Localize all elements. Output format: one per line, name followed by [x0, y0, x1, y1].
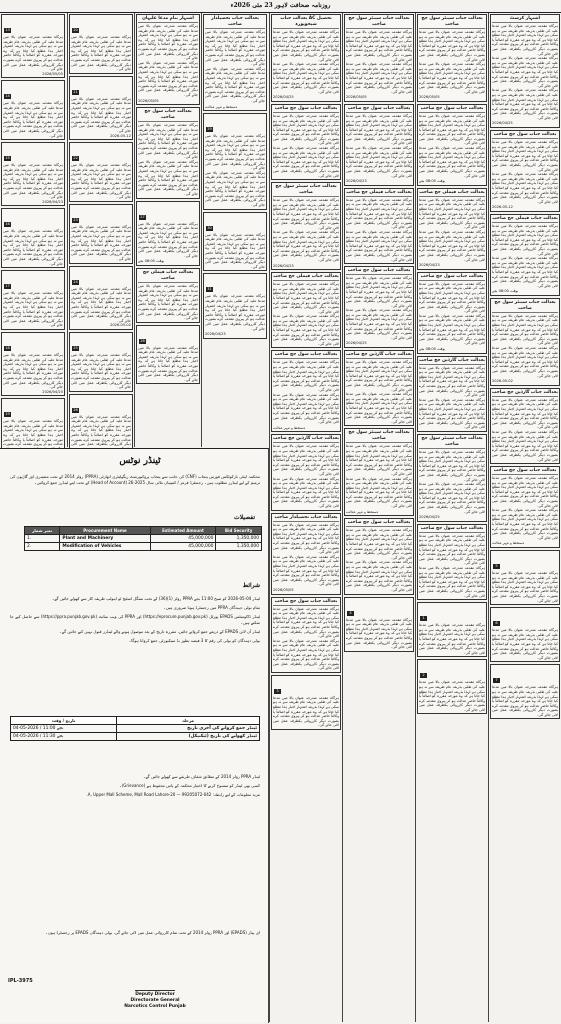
court-notice: بعدالت جناب فیملی جج صاحب ہرگاہ مقدمہ مندرجہ عنوان بالا میں مدعا علیہ کی طلبی بذریعہ عام طریقہ سے نہ ہو سکی ہے لہذا بذریعہ اشتہار اخبار ہذا مطلع کیا جاتا ہے کہ وہ مورخہ مقررہ کو اصالتاً یا وکالتاً حاضر عدالت ہو کر پیروی مقدمہ کرے بصورت دیگر کارروائی یکطرفہ عمل میں لائی جائے گی۔ ہرگاہ مقدمہ مندرجہ عنوان بالا میں مدعا علیہ کی طلبی بذریعہ عام طریقہ سے نہ ہو سکی ہے لہذا بذریعہ اشتہار اخبار ہذا مطلع کیا جاتا ہے کہ وہ مورخہ مقررہ کو اصالتاً یا وکالتاً حاضر عدالت ہو کر پیروی مقدمہ کرے بصورت دیگر کارروائی یکطرفہ عمل میں لائی جائے گی۔ بوقت 08:00 بجے — [490, 214, 560, 296]
signature-scribble-icon — [135, 982, 175, 991]
small-ad: 22 ہرگاہ مقدمہ مندرجہ عنوان بالا میں مدعا علیہ کی طلبی بذریعہ عام طریقہ سے نہ ہو سکی ہے لہذا بذریعہ اشتہار اخبار ہذا مطلع کیا جاتا ہے کہ وہ مورخہ مقررہ کو اصالتاً یا وکالتاً حاضر عدالت ہو کر پیروی مقدمہ کرے بصورت دیگر کارروائی یکطرفہ عمل میں لائی جائے گی۔ — [69, 142, 133, 202]
small-ad: 21 ہرگاہ مقدمہ مندرجہ عنوان بالا میں مدعا علیہ کی طلبی بذریعہ عام طریقہ سے نہ ہو سکی ہے لہذا بذریعہ اشتہار اخبار ہذا مطلع کیا جاتا ہے کہ وہ مورخہ مقررہ کو اصالتاً یا وکالتاً حاضر عدالت ہو کر پیروی مقدمہ کرے بصورت دیگر کارروائی یکطرفہ عمل میں لائی جائے گی۔ 2026-05-12 — [69, 76, 133, 140]
court-notice: بعدالت جناب فیملی جج صاحب ہرگاہ مقدمہ مندرجہ عنوان بالا میں مدعا علیہ کی طلبی بذریعہ عام طریقہ سے نہ ہو سکی ہے لہذا بذریعہ اشتہار اخبار ہذا مطلع کیا جاتا ہے کہ وہ مورخہ مقررہ کو اصالتاً یا وکالتاً حاضر عدالت ہو کر پیروی مقدمہ کرے بصورت دیگر کارروائی یکطرفہ عمل میں لائی جائے گی۔ ہرگاہ مقدمہ مندرجہ عنوان بالا میں مدعا علیہ کی طلبی بذریعہ عام طریقہ سے نہ ہو سکی ہے لہذا بذریعہ اشتہار اخبار ہذا مطلع کیا جاتا ہے کہ وہ مورخہ مقررہ کو اصالتاً یا وکالتاً حاضر عدالت ہو کر پیروی مقدمہ کرے بصورت دیگر کارروائی یکطرفہ عمل میں لائی جائے گی۔ 2026/04/23 — [417, 188, 487, 270]
tender-intro: محکمہ اینٹی نارکوٹکس فورس پنجاب (CNF) کی جانب سے پنجاب پروکیورمنٹ ریگولیٹری اتھارٹی (PPRA) رولز 2014 کے تحت مشینری اور گاڑیوں کی ترمیم کے لیے ٹینڈرز مطلوب ہیں۔ رجسٹرڈ فرمز / کمپنیاں مالی سال 2025-26 (Head of Account) کے تحت اپنے ٹینڈرز جمع کروائیں۔ — [10, 474, 260, 485]
small-ad: 25 ہرگاہ مقدمہ مندرجہ عنوان بالا میں مدعا علیہ کی طلبی بذریعہ عام طریقہ سے نہ ہو سکی ہے لہذا بذریعہ اشتہار اخبار ہذا مطلع کیا جاتا ہے کہ وہ مورخہ مقررہ کو اصالتاً یا وکالتاً حاضر عدالت ہو کر پیروی مقدمہ کرے بصورت دیگر کارروائی یکطرفہ عمل میں لائی جائے گی۔ — [69, 332, 133, 392]
condition-item: ٹینڈر ڈاکومنٹس EPADS پورٹل (https://eprocure.punjab.gov.pk) اور PPRA کی ویب سائٹ (https://ppra.punjab.gov.pk) سے حاصل کیے جا سکتے ہیں۔ — [10, 614, 261, 625]
condition-item: بولی دہندگان کو بولی کی رقم کا 3 فیصد بطور بڈ سیکیورٹی جمع کروانا ہوگا۔ — [128, 638, 260, 643]
court-notice: بعدالت جناب AC تحصیل شیخوپورہ ہرگاہ مقدمہ مندرجہ عنوان بالا میں مدعا علیہ کی طلبی بذریعہ عام طریقہ سے نہ ہو سکی ہے لہذا بذریعہ اشتہار اخبار ہذا مطلع کیا جاتا ہے کہ وہ مورخہ مقررہ کو اصالتاً یا وکالتاً حاضر عدالت ہو کر پیروی مقدمہ کرے بصورت دیگر کارروائی یکطرفہ عمل میں لائی جائے گی۔ ہرگاہ مقدمہ مندرجہ عنوان بالا میں مدعا علیہ کی طلبی بذریعہ عام طریقہ سے نہ ہو سکی ہے لہذا بذریعہ اشتہار اخبار ہذا مطلع کیا جاتا ہے کہ وہ مورخہ مقررہ کو اصالتاً یا وکالتاً حاضر عدالت ہو کر پیروی مقدمہ کرے بصورت دیگر کارروائی یکطرفہ عمل میں لائی جائے گی۔ 2026/04/25 — [271, 14, 341, 102]
court-notice: 4 ہرگاہ مقدمہ مندرجہ عنوان بالا میں مدعا علیہ کی طلبی بذریعہ عام طریقہ سے نہ ہو سکی ہے لہذا بذریعہ اشتہار اخبار ہذا مطلع کیا جاتا ہے کہ وہ مورخہ مقررہ کو اصالتاً یا وکالتاً حاضر عدالت ہو کر پیروی مقدمہ کرے بصورت دیگر کارروائی یکطرفہ عمل میں لائی جائے گی۔ — [344, 597, 414, 652]
column-8 — [488, 13, 561, 1022]
details-label: تفصیلات — [234, 514, 255, 521]
footer-note: ای پیڈز (EPADS) اور PPRA رولز 2014 کے تحت تمام کارروائی عمل میں لائی جائے گی، بولی دہندگان EPADS پر رجسٹرڈ ہوں۔ — [45, 930, 260, 935]
court-notice: بعدالت جناب گارڈین جج صاحب ہرگاہ مقدمہ مندرجہ عنوان بالا میں مدعا علیہ کی طلبی بذریعہ عام طریقہ سے نہ ہو سکی ہے لہذا بذریعہ اشتہار اخبار ہذا مطلع کیا جاتا ہے کہ وہ مورخہ مقررہ کو اصالتاً یا وکالتاً حاضر عدالت ہو کر پیروی مقدمہ کرے بصورت دیگر کارروائی یکطرفہ عمل میں لائی جائے گی۔ ہرگاہ مقدمہ مندرجہ عنوان بالا میں مدعا علیہ کی طلبی بذریعہ عام طریقہ سے نہ ہو سکی ہے لہذا بذریعہ اشتہار اخبار ہذا مطلع کیا جاتا ہے کہ وہ مورخہ مقررہ کو اصالتاً یا وکالتاً حاضر عدالت ہو کر پیروی مقدمہ کرے بصورت دیگر کارروائی یکطرفہ عمل میں لائی جائے گی۔ — [344, 350, 414, 426]
table-header: نمبر شمار — [25, 527, 60, 535]
court-notice: بعدالت جناب گارڈین جج صاحب ہرگاہ مقدمہ مندرجہ عنوان بالا میں مدعا علیہ کی طلبی بذریعہ عام طریقہ سے نہ ہو سکی ہے لہذا بذریعہ اشتہار اخبار ہذا مطلع کیا جاتا ہے کہ وہ مورخہ مقررہ کو اصالتاً یا وکالتاً حاضر عدالت ہو کر پیروی مقدمہ کرے بصورت دیگر کارروائی یکطرفہ عمل میں لائی جائے گی۔ ہرگاہ مقدمہ مندرجہ عنوان بالا میں مدعا علیہ کی طلبی بذریعہ عام طریقہ سے نہ ہو سکی ہے لہذا بذریعہ اشتہار اخبار ہذا مطلع کیا جاتا ہے کہ وہ مورخہ مقررہ کو اصالتاً یا وکالتاً حاضر عدالت ہو کر پیروی مقدمہ کرے بصورت دیگر کارروائی یکطرفہ عمل میں لائی جائے گی۔ — [271, 434, 341, 510]
court-notice: بعدالت جناب تحصیلدار صاحب ہرگاہ مقدمہ مندرجہ عنوان بالا میں مدعا علیہ کی طلبی بذریعہ عام طریقہ سے نہ ہو سکی ہے لہذا بذریعہ اشتہار اخبار ہذا مطلع کیا جاتا ہے کہ وہ مورخہ مقررہ کو اصالتاً یا وکالتاً حاضر عدالت ہو کر پیروی مقدمہ کرے بصورت دیگر کارروائی یکطرفہ عمل میں لائی جائے گی۔ ہرگاہ مقدمہ مندرجہ عنوان بالا میں مدعا علیہ کی طلبی بذریعہ عام طریقہ سے نہ ہو سکی ہے لہذا بذریعہ اشتہار اخبار ہذا مطلع کیا جاتا ہے کہ وہ مورخہ مقررہ کو اصالتاً یا وکالتاً حاضر عدالت ہو کر پیروی مقدمہ کرے بصورت دیگر کارروائی یکطرفہ عمل میں لائی جائے گی۔ دستخط و مہر عدالت — [203, 14, 267, 111]
small-ad: 18 ہرگاہ مقدمہ مندرجہ عنوان بالا میں مدعا علیہ کی طلبی بذریعہ عام طریقہ سے نہ ہو سکی ہے لہذا بذریعہ اشتہار اخبار ہذا مطلع کیا جاتا ہے کہ وہ مورخہ مقررہ کو اصالتاً یا وکالتاً حاضر عدالت ہو کر پیروی مقدمہ کرے بصورت دیگر کارروائی یکطرفہ عمل میں لائی جائے گی۔ 2026/04/25 — [1, 332, 65, 396]
court-notice: بعدالت جناب سول جج صاحب ہرگاہ مقدمہ مندرجہ عنوان بالا میں مدعا علیہ کی طلبی بذریعہ عام طریقہ سے نہ ہو سکی ہے لہذا بذریعہ اشتہار اخبار ہذا مطلع کیا جاتا ہے کہ وہ مورخہ مقررہ کو اصالتاً یا وکالتاً حاضر عدالت ہو کر پیروی مقدمہ کرے بصورت دیگر کارروائی یکطرفہ عمل میں لائی جائے گی۔ ہرگاہ مقدمہ مندرجہ عنوان بالا میں مدعا علیہ کی طلبی بذریعہ عام طریقہ سے نہ ہو سکی ہے لہذا بذریعہ اشتہار اخبار ہذا مطلع کیا جاتا ہے کہ وہ مورخہ مقررہ کو اصالتاً یا وکالتاً حاضر عدالت ہو کر پیروی مقدمہ کرے بصورت دیگر کارروائی یکطرفہ عمل میں لائی جائے گی۔ دستخط و مہر عدالت — [271, 350, 341, 432]
table-row: 04-05-2026 / 11:30 بجے ٹینڈر کھولنے کی تاریخ (ٹیکنیکل) — [11, 733, 260, 741]
court-notice: بعدالت جناب سینئر سول جج صاحب ہرگاہ مقدمہ مندرجہ عنوان بالا میں مدعا علیہ کی طلبی بذریعہ عام طریقہ سے نہ ہو سکی ہے لہذا بذریعہ اشتہار اخبار ہذا مطلع کیا جاتا ہے کہ وہ مورخہ مقررہ کو اصالتاً یا وکالتاً حاضر عدالت ہو کر پیروی مقدمہ کرے بصورت دیگر کارروائی یکطرفہ عمل میں لائی جائے گی۔ ہرگاہ مقدمہ مندرجہ عنوان بالا میں مدعا علیہ کی طلبی بذریعہ عام طریقہ سے نہ ہو سکی ہے لہذا بذریعہ اشتہار اخبار ہذا مطلع کیا جاتا ہے کہ وہ مورخہ مقررہ کو اصالتاً یا وکالتاً حاضر عدالت ہو کر پیروی مقدمہ کرے بصورت دیگر کارروائی یکطرفہ عمل میں لائی جائے گی۔ 2026/04/23 — [271, 182, 341, 270]
court-notice: 29 ہرگاہ مقدمہ مندرجہ عنوان بالا میں مدعا علیہ کی طلبی بذریعہ عام طریقہ سے نہ ہو سکی ہے لہذا بذریعہ اشتہار اخبار ہذا مطلع کیا جاتا ہے کہ وہ مورخہ مقررہ کو اصالتاً یا وکالتاً حاضر عدالت ہو کر پیروی مقدمہ کرے بصورت دیگر کارروائی یکطرفہ عمل میں لائی جائے گی۔ ہرگاہ مقدمہ مندرجہ عنوان بالا میں مدعا علیہ کی طلبی بذریعہ عام طریقہ سے نہ ہو سکی ہے لہذا بذریعہ اشتہار اخبار ہذا مطلع کیا جاتا ہے کہ وہ مورخہ مقررہ کو اصالتاً یا وکالتاً حاضر عدالت ہو کر پیروی مقدمہ کرے بصورت دیگر کارروائی یکطرفہ عمل میں لائی جائے گی۔ — [203, 113, 267, 210]
table-header: Procurement Name — [60, 527, 150, 535]
column-5 — [269, 13, 342, 1022]
table-row: 1. Plant and Machinery 45,000,000 1,350,000 — [25, 535, 262, 543]
court-notice: بعدالت جناب تحصیلدار صاحب ہرگاہ مقدمہ مندرجہ عنوان بالا میں مدعا علیہ کی طلبی بذریعہ عام طریقہ سے نہ ہو سکی ہے لہذا بذریعہ اشتہار اخبار ہذا مطلع کیا جاتا ہے کہ وہ مورخہ مقررہ کو اصالتاً یا وکالتاً حاضر عدالت ہو کر پیروی مقدمہ کرے بصورت دیگر کارروائی یکطرفہ عمل میں لائی جائے گی۔ ہرگاہ مقدمہ مندرجہ عنوان بالا میں مدعا علیہ کی طلبی بذریعہ عام طریقہ سے نہ ہو سکی ہے لہذا بذریعہ اشتہار اخبار ہذا مطلع کیا جاتا ہے کہ وہ مورخہ مقررہ کو اصالتاً یا وکالتاً حاضر عدالت ہو کر پیروی مقدمہ کرے بصورت دیگر کارروائی یکطرفہ عمل میں لائی جائے گی۔ 2026/05/05 — [271, 513, 341, 595]
condition-item: کسی بھی ٹینڈر کو منسوخ کرنے کا اختیار محکمہ کے پاس محفوظ ہے (Grievance)۔ — [119, 783, 260, 788]
court-notice: بعدالت جناب سینئر سول جج صاحب ہرگاہ مقدمہ مندرجہ عنوان بالا میں مدعا علیہ کی طلبی بذریعہ عام طریقہ سے نہ ہو سکی ہے لہذا بذریعہ اشتہار اخبار ہذا مطلع کیا جاتا ہے کہ وہ مورخہ مقررہ کو اصالتاً یا وکالتاً حاضر عدالت ہو کر پیروی مقدمہ کرے بصورت دیگر کارروائی یکطرفہ عمل میں لائی جائے گی۔ ہرگاہ مقدمہ مندرجہ عنوان بالا میں مدعا علیہ کی طلبی بذریعہ عام طریقہ سے نہ ہو سکی ہے لہذا بذریعہ اشتہار اخبار ہذا مطلع کیا جاتا ہے کہ وہ مورخہ مقررہ کو اصالتاً یا وکالتاً حاضر عدالت ہو کر پیروی مقدمہ کرے بصورت دیگر کارروائی یکطرفہ عمل میں لائی جائے گی۔ 2026/05/05 — [417, 14, 487, 102]
condition-item: ٹینڈر PPRA رولز 2014 کے مطابق شفاف طریقے سے کھولے جائیں گے۔ — [143, 774, 260, 779]
small-ad: 19 ہرگاہ مقدمہ مندرجہ عنوان بالا میں مدعا علیہ کی طلبی بذریعہ عام طریقہ سے نہ ہو سکی ہے لہذا بذریعہ اشتہار اخبار ہذا مطلع کیا جاتا ہے کہ وہ مورخہ مقررہ کو اصالتاً یا وکالتاً حاضر عدالت ہو کر پیروی مقدمہ کرے بصورت — [1, 398, 65, 458]
court-notice: بعدالت جناب فیملی جج صاحب ہرگاہ مقدمہ مندرجہ عنوان بالا میں مدعا علیہ کی طلبی بذریعہ عام طریقہ سے نہ ہو سکی ہے لہذا بذریعہ اشتہار اخبار ہذا مطلع کیا جاتا ہے کہ وہ مورخہ مقررہ کو اصالتاً یا وکالتاً حاضر عدالت ہو کر پیروی مقدمہ کرے بصورت دیگر کارروائی یکطرفہ عمل میں لائی جائے گی۔ ہرگاہ مقدمہ مندرجہ عنوان بالا میں مدعا علیہ کی طلبی بذریعہ عام طریقہ سے نہ ہو سکی ہے لہذا بذریعہ اشتہار اخبار ہذا مطلع کیا جاتا ہے کہ وہ مورخہ مقررہ کو اصالتاً یا وکالتاً حاضر عدالت ہو کر پیروی مقدمہ کرے بصورت دیگر کارروائی یکطرفہ عمل میں لائی جائے گی۔ — [344, 188, 414, 264]
court-notice: 31 ہرگاہ مقدمہ مندرجہ عنوان بالا میں مدعا علیہ کی طلبی بذریعہ عام طریقہ سے نہ ہو سکی ہے لہذا بذریعہ اشتہار اخبار ہذا مطلع کیا جاتا ہے کہ وہ مورخہ مقررہ کو اصالتاً یا وکالتاً حاضر عدالت ہو کر پیروی مقدمہ کرے بصورت دیگر کارروائی یکطرفہ عمل میں لائی جائے گی۔ 2026/04/23 — [203, 273, 267, 338]
court-notice: بعدالت جناب گارڈین جج صاحب ہرگاہ مقدمہ مندرجہ عنوان بالا میں مدعا علیہ کی طلبی بذریعہ عام طریقہ سے نہ ہو سکی ہے لہذا بذریعہ اشتہار اخبار ہذا مطلع کیا جاتا ہے کہ وہ مورخہ مقررہ کو اصالتاً یا وکالتاً حاضر عدالت ہو کر پیروی مقدمہ کرے بصورت دیگر کارروائی یکطرفہ عمل میں لائی جائے گی۔ ہرگاہ مقدمہ مندرجہ عنوان بالا میں مدعا علیہ کی طلبی بذریعہ عام طریقہ سے نہ ہو سکی ہے لہذا بذریعہ اشتہار اخبار ہذا مطلع کیا جاتا ہے کہ وہ مورخہ مقررہ کو اصالتاً یا وکالتاً حاضر عدالت ہو کر پیروی مقدمہ کرے بصورت دیگر کارروائی یکطرفہ عمل میں لائی جائے گی۔ — [490, 388, 560, 464]
court-notice: 6 ہرگاہ مقدمہ مندرجہ عنوان بالا میں مدعا علیہ کی طلبی بذریعہ عام طریقہ سے نہ ہو سکی ہے لہذا بذریعہ اشتہار اخبار ہذا مطلع کیا جاتا ہے کہ وہ مورخہ مقررہ کو اصالتاً یا وکالتاً حاضر عدالت ہو کر پیروی مقدمہ کرے بصورت دیگر کارروائی یکطرفہ عمل میں لائی جائے گی۔ — [490, 607, 560, 662]
column-3 — [134, 13, 201, 447]
column-1 — [0, 13, 66, 447]
court-notice: بعدالت جناب سول جج صاحب ہرگاہ مقدمہ مندرجہ عنوان بالا میں مدعا علیہ کی طلبی بذریعہ عام طریقہ سے نہ ہو سکی ہے لہذا بذریعہ اشتہار اخبار ہذا مطلع کیا جاتا ہے کہ وہ مورخہ مقررہ کو اصالتاً یا وکالتاً حاضر عدالت ہو کر پیروی مقدمہ کرے بصورت دیگر کارروائی یکطرفہ عمل میں لائی جائے گی۔ ہرگاہ مقدمہ مندرجہ عنوان بالا میں مدعا علیہ کی طلبی بذریعہ عام طریقہ سے نہ ہو سکی ہے لہذا بذریعہ اشتہار اخبار ہذا مطلع کیا جاتا ہے کہ وہ مورخہ مقررہ کو اصالتاً یا وکالتاً حاضر عدالت ہو کر پیروی مقدمہ کرے بصورت دیگر کارروائی یکطرفہ عمل میں لائی جائے گی۔ — [271, 597, 341, 673]
small-ad: 23 ہرگاہ مقدمہ مندرجہ عنوان بالا میں مدعا علیہ کی طلبی بذریعہ عام طریقہ سے نہ ہو سکی ہے لہذا بذریعہ اشتہار اخبار ہذا مطلع کیا جاتا ہے کہ وہ مورخہ مقررہ کو اصالتاً یا وکالتاً حاضر عدالت ہو کر پیروی مقدمہ کرے بصورت دیگر کارروائی یکطرفہ عمل میں لائی جائے گی۔ — [69, 204, 133, 264]
conditions-label: شرائط — [242, 582, 260, 589]
tender-title: ٹینڈر نوٹس — [119, 456, 161, 466]
condition-item: مزید معلومات کے لیے رابطہ: 042-99205072 — 20-A, Upper Mall Scheme, Mall Road Lahore. — [86, 792, 260, 797]
table-header: Estimated Amount — [150, 527, 216, 535]
court-notice: بعدالت جناب سول جج صاحب ہرگاہ مقدمہ مندرجہ عنوان بالا میں مدعا علیہ کی طلبی بذریعہ عام طریقہ سے نہ ہو سکی ہے لہذا بذریعہ اشتہار اخبار ہذا مطلع کیا جاتا ہے کہ وہ مورخہ مقررہ کو اصالتاً یا وکالتاً حاضر عدالت ہو کر پیروی مقدمہ کرے بصورت دیگر کارروائی یکطرفہ عمل میں لائی جائے گی۔ ہرگاہ مقدمہ مندرجہ عنوان بالا میں مدعا علیہ کی طلبی بذریعہ عام طریقہ سے نہ ہو سکی ہے لہذا بذریعہ اشتہار اخبار ہذا مطلع کیا جاتا ہے کہ وہ مورخہ مقررہ کو اصالتاً یا وکالتاً حاضر عدالت ہو کر پیروی مقدمہ کرے بصورت دیگر کارروائی یکطرفہ عمل میں لائی جائے گی۔ بوقت 08:00 بجے — [417, 104, 487, 186]
court-notice: بعدالت جناب سول جج صاحب ہرگاہ مقدمہ مندرجہ عنوان بالا میں مدعا علیہ کی طلبی بذریعہ عام طریقہ سے نہ ہو سکی ہے لہذا بذریعہ اشتہار اخبار ہذا مطلع کیا جاتا ہے کہ وہ مورخہ مقررہ کو اصالتاً یا وکالتاً حاضر عدالت ہو کر پیروی مقدمہ کرے بصورت دیگر کارروائی یکطرفہ عمل میں لائی جائے گی۔ ہرگاہ مقدمہ مندرجہ عنوان بالا میں مدعا علیہ کی طلبی بذریعہ عام طریقہ سے نہ ہو سکی ہے لہذا بذریعہ اشتہار اخبار ہذا مطلع کیا جاتا ہے کہ وہ مورخہ مقررہ کو اصالتاً یا وکالتاً حاضر عدالت ہو کر پیروی مقدمہ کرے بصورت دیگر کارروائی یکطرفہ عمل میں لائی جائے گی۔ — [344, 518, 414, 594]
small-ad: 17 ہرگاہ مقدمہ مندرجہ عنوان بالا میں مدعا علیہ کی طلبی بذریعہ عام طریقہ سے نہ ہو سکی ہے لہذا بذریعہ اشتہار اخبار ہذا مطلع کیا جاتا ہے کہ وہ مورخہ مقررہ کو اصالتاً یا وکالتاً حاضر عدالت ہو کر پیروی مقدمہ کرے بصورت دیگر کارروائی یکطرفہ عمل میں لائی جائے گی۔ — [1, 270, 65, 330]
court-notice: 27 ہرگاہ مقدمہ مندرجہ عنوان بالا میں مدعا علیہ کی طلبی بذریعہ عام طریقہ سے نہ ہو سکی ہے لہذا بذریعہ اشتہار اخبار ہذا مطلع کیا جاتا ہے کہ وہ مورخہ مقررہ کو اصالتاً یا وکالتاً حاضر عدالت ہو کر پیروی مقدمہ کرے بصورت دیگر کارروائی یکطرفہ عمل میں لائی جائے گی۔ بوقت 08:00 بجے — [136, 201, 200, 266]
table-row: 04-05-2026 / 11:00 بجے ٹینڈر جمع کروانے کی آخری تاریخ — [11, 725, 260, 733]
table-row: 2. Modification of Vehicles 45,000,000 1,350,000 — [25, 543, 262, 551]
table-header: Bid Security — [216, 527, 262, 535]
court-notice: بعدالت جناب سول جج صاحب ہرگاہ مقدمہ مندرجہ عنوان بالا میں مدعا علیہ کی طلبی بذریعہ عام طریقہ سے نہ ہو سکی ہے لہذا بذریعہ اشتہار اخبار ہذا مطلع کیا جاتا ہے کہ وہ مورخہ مقررہ کو اصالتاً یا وکالتاً حاضر عدالت ہو کر پیروی مقدمہ کرے بصورت دیگر کارروائی یکطرفہ عمل میں لائی جائے گی۔ ہرگاہ مقدمہ مندرجہ عنوان بالا میں مدعا علیہ کی طلبی بذریعہ عام طریقہ سے نہ ہو سکی ہے لہذا بذریعہ اشتہار اخبار ہذا مطلع کیا جاتا ہے کہ وہ مورخہ مقررہ کو اصالتاً یا وکالتاً حاضر عدالت ہو کر پیروی مقدمہ کرے بصورت دیگر کارروائی یکطرفہ عمل میں لائی جائے گی۔ — [136, 107, 200, 199]
court-notice: 7 ہرگاہ مقدمہ مندرجہ عنوان بالا میں مدعا علیہ کی طلبی بذریعہ عام طریقہ سے نہ ہو سکی ہے لہذا بذریعہ اشتہار اخبار ہذا مطلع کیا جاتا ہے کہ وہ مورخہ مقررہ کو اصالتاً یا وکالتاً حاضر عدالت ہو کر پیروی مقدمہ کرے بصورت دیگر کارروائی یکطرفہ عمل میں لائی جائے گی۔ — [490, 664, 560, 719]
signature-block: Deputy Director Directorate General Narcotics Control Punjab — [100, 982, 210, 1010]
court-notice: بعدالت جناب سول جج صاحب ہرگاہ مقدمہ مندرجہ عنوان بالا میں مدعا علیہ کی طلبی بذریعہ عام طریقہ سے نہ ہو سکی ہے لہذا بذریعہ اشتہار اخبار ہذا مطلع کیا جاتا ہے کہ وہ مورخہ مقررہ کو اصالتاً یا وکالتاً حاضر عدالت ہو کر پیروی مقدمہ کرے بصورت دیگر کارروائی یکطرفہ عمل میں لائی جائے گی۔ ہرگاہ مقدمہ مندرجہ عنوان بالا میں مدعا علیہ کی طلبی بذریعہ عام طریقہ سے نہ ہو سکی ہے لہذا بذریعہ اشتہار اخبار ہذا مطلع کیا جاتا ہے کہ وہ مورخہ مقررہ کو اصالتاً یا وکالتاً حاضر عدالت ہو کر پیروی مقدمہ کرے بصورت دیگر کارروائی یکطرفہ عمل میں لائی جائے گی۔ — [271, 104, 341, 180]
court-notice: اشتہار کرسٹ ہرگاہ مقدمہ مندرجہ عنوان بالا میں مدعا علیہ کی طلبی بذریعہ عام طریقہ سے نہ ہو سکی ہے لہذا بذریعہ اشتہار اخبار ہذا مطلع کیا جاتا ہے کہ وہ مورخہ مقررہ کو اصالتاً یا وکالتاً حاضر عدالت ہو کر پیروی مقدمہ کرے بصورت دیگر کارروائی یکطرفہ عمل میں لائی جائے گی۔ ہرگاہ مقدمہ مندرجہ عنوان بالا میں مدعا علیہ کی طلبی بذریعہ عام طریقہ سے نہ ہو سکی ہے لہذا بذریعہ اشتہار اخبار ہذا مطلع کیا جاتا ہے کہ وہ مورخہ مقررہ کو اصالتاً یا وکالتاً حاضر عدالت ہو کر پیروی مقدمہ کرے بصورت دیگر کارروائی یکطرفہ عمل میں لائی جائے گی۔ ہرگاہ مقدمہ مندرجہ عنوان بالا میں مدعا علیہ کی طلبی بذریعہ عام طریقہ سے نہ ہو سکی ہے لہذا بذریعہ اشتہار اخبار ہذا مطلع کیا جاتا ہے کہ وہ مورخہ مقررہ کو اصالتاً یا وکالتاً حاضر عدالت ہو کر پیروی مقدمہ کرے بصورت دیگر کارروائی یکطرفہ عمل میں لائی جائے گی۔ 2026/04/25 — [490, 14, 560, 128]
court-notice: بعدالت جناب سینئر سول جج صاحب ہرگاہ مقدمہ مندرجہ عنوان بالا میں مدعا علیہ کی طلبی بذریعہ عام طریقہ سے نہ ہو سکی ہے لہذا بذریعہ اشتہار اخبار ہذا مطلع کیا جاتا ہے کہ وہ مورخہ مقررہ کو اصالتاً یا وکالتاً حاضر عدالت ہو کر پیروی مقدمہ کرے بصورت دیگر کارروائی یکطرفہ عمل میں لائی جائے گی۔ ہرگاہ مقدمہ مندرجہ عنوان بالا میں مدعا علیہ کی طلبی بذریعہ عام طریقہ سے نہ ہو سکی ہے لہذا بذریعہ اشتہار اخبار ہذا مطلع کیا جاتا ہے کہ وہ مورخہ مقررہ کو اصالتاً یا وکالتاً حاضر عدالت ہو کر پیروی مقدمہ کرے بصورت دیگر کارروائی یکطرفہ عمل میں لائی جائے گی۔ 2026/04/25 — [417, 434, 487, 522]
conditions-list — [10, 596, 260, 644]
small-ad: 26 ہرگاہ مقدمہ مندرجہ عنوان بالا میں مدعا علیہ کی طلبی بذریعہ عام طریقہ سے نہ ہو سکی ہے لہذا بذریعہ اشتہار اخبار ہذا مطلع کیا جاتا ہے کہ وہ مورخہ مقررہ کو اصالتاً یا وکالتاً حاضر عدالت ہو کر پیروی مقدمہ کرے بصورت دیگر کارروائی یکطرفہ عمل میں لائی — [69, 394, 133, 454]
court-notice: بعدالت جناب گارڈین جج صاحب ہرگاہ مقدمہ مندرجہ عنوان بالا میں مدعا علیہ کی طلبی بذریعہ عام طریقہ سے نہ ہو سکی ہے لہذا بذریعہ اشتہار اخبار ہذا مطلع کیا جاتا ہے کہ وہ مورخہ مقررہ کو اصالتاً یا وکالتاً حاضر عدالت ہو کر پیروی مقدمہ کرے بصورت دیگر کارروائی یکطرفہ عمل میں لائی جائے گی۔ ہرگاہ مقدمہ مندرجہ عنوان بالا میں مدعا علیہ کی طلبی بذریعہ عام طریقہ سے نہ ہو سکی ہے لہذا بذریعہ اشتہار اخبار ہذا مطلع کیا جاتا ہے کہ وہ مورخہ مقررہ کو اصالتاً یا وکالتاً حاضر عدالت ہو کر پیروی مقدمہ کرے بصورت دیگر کارروائی یکطرفہ عمل میں لائی جائے گی۔ — [417, 356, 487, 432]
court-notice: 30 ہرگاہ مقدمہ مندرجہ عنوان بالا میں مدعا علیہ کی طلبی بذریعہ عام طریقہ سے نہ ہو سکی ہے لہذا بذریعہ اشتہار اخبار ہذا مطلع کیا جاتا ہے کہ وہ مورخہ مقررہ کو اصالتاً یا وکالتاً حاضر عدالت ہو کر پیروی مقدمہ کرے بصورت دیگر کارروائی یکطرفہ عمل میں لائی جائے گی۔ — [203, 212, 267, 272]
court-notice: 1 ہرگاہ مقدمہ مندرجہ عنوان بالا میں مدعا علیہ کی طلبی بذریعہ عام طریقہ سے نہ ہو سکی ہے لہذا بذریعہ اشتہار اخبار ہذا مطلع کیا جاتا ہے کہ وہ مورخہ مقررہ کو اصالتاً یا وکالتاً حاضر عدالت ہو کر پیروی مقدمہ کرے بصورت دیگر کارروائی یکطرفہ عمل میں لائی جائے گی۔ — [417, 602, 487, 657]
condition-item: تمام بولی دہندگان PPRA میں رجسٹرڈ ہونا ضروری ہیں۔ — [163, 605, 260, 610]
small-ad: 24 ہرگاہ مقدمہ مندرجہ عنوان بالا میں مدعا علیہ کی طلبی بذریعہ عام طریقہ سے نہ ہو سکی ہے لہذا بذریعہ اشتہار اخبار ہذا مطلع کیا جاتا ہے کہ وہ مورخہ مقررہ کو اصالتاً یا وکالتاً حاضر عدالت ہو کر پیروی مقدمہ کرے بصورت دیگر کارروائی یکطرفہ عمل میں لائی جائے گی۔ 2026-05-02 — [69, 266, 133, 330]
court-notice: بعدالت جناب سینئر سول جج صاحب ہرگاہ مقدمہ مندرجہ عنوان بالا میں مدعا علیہ کی طلبی بذریعہ عام طریقہ سے نہ ہو سکی ہے لہذا بذریعہ اشتہار اخبار ہذا مطلع کیا جاتا ہے کہ وہ مورخہ مقررہ کو اصالتاً یا وکالتاً حاضر عدالت ہو کر پیروی مقدمہ کرے بصورت دیگر کارروائی یکطرفہ عمل میں لائی جائے گی۔ ہرگاہ مقدمہ مندرجہ عنوان بالا میں مدعا علیہ کی طلبی بذریعہ عام طریقہ سے نہ ہو سکی ہے لہذا بذریعہ اشتہار اخبار ہذا مطلع کیا جاتا ہے کہ وہ مورخہ مقررہ کو اصالتاً یا وکالتاً حاضر عدالت ہو کر پیروی مقدمہ کرے بصورت دیگر کارروائی یکطرفہ عمل میں لائی جائے گی۔ دستخط و مہر عدالت — [344, 428, 414, 516]
table-header: تاریخ / وقت — [11, 717, 117, 725]
column-4 — [201, 13, 268, 447]
court-notice: بعدالت جناب سول جج صاحب ہرگاہ مقدمہ مندرجہ عنوان بالا میں مدعا علیہ کی طلبی بذریعہ عام طریقہ سے نہ ہو سکی ہے لہذا بذریعہ اشتہار اخبار ہذا مطلع کیا جاتا ہے کہ وہ مورخہ مقررہ کو اصالتاً یا وکالتاً حاضر عدالت ہو کر پیروی مقدمہ کرے بصورت دیگر کارروائی یکطرفہ عمل میں لائی جائے گی۔ ہرگاہ مقدمہ مندرجہ عنوان بالا میں مدعا علیہ کی طلبی بذریعہ عام طریقہ سے نہ ہو سکی ہے لہذا بذریعہ اشتہار اخبار ہذا مطلع کیا جاتا ہے کہ وہ مورخہ مقررہ کو اصالتاً یا وکالتاً حاضر عدالت ہو کر پیروی مقدمہ کرے بصورت دیگر کارروائی یکطرفہ عمل میں لائی جائے گی۔ بوقت 08:00 بجے — [417, 272, 487, 354]
court-notice: بعدالت جناب سول جج صاحب ہرگاہ مقدمہ مندرجہ عنوان بالا میں مدعا علیہ کی طلبی بذریعہ عام طریقہ سے نہ ہو سکی ہے لہذا بذریعہ اشتہار اخبار ہذا مطلع کیا جاتا ہے کہ وہ مورخہ مقررہ کو اصالتاً یا وکالتاً حاضر عدالت ہو کر پیروی مقدمہ کرے بصورت دیگر کارروائی یکطرفہ عمل میں لائی جائے گی۔ ہرگاہ مقدمہ مندرجہ عنوان بالا میں مدعا علیہ کی طلبی بذریعہ عام طریقہ سے نہ ہو سکی ہے لہذا بذریعہ اشتہار اخبار ہذا مطلع کیا جاتا ہے کہ وہ مورخہ مقررہ کو اصالتاً یا وکالتاً حاضر عدالت ہو کر پیروی مقدمہ کرے بصورت دیگر کارروائی یکطرفہ عمل میں لائی جائے گی۔ 2026/04/25 — [344, 266, 414, 348]
court-notice: بعدالت جناب سول جج صاحب ہرگاہ مقدمہ مندرجہ عنوان بالا میں مدعا علیہ کی طلبی بذریعہ عام طریقہ سے نہ ہو سکی ہے لہذا بذریعہ اشتہار اخبار ہذا مطلع کیا جاتا ہے کہ وہ مورخہ مقررہ کو اصالتاً یا وکالتاً حاضر عدالت ہو کر پیروی مقدمہ کرے بصورت دیگر کارروائی یکطرفہ عمل میں لائی جائے گی۔ ہرگاہ مقدمہ مندرجہ عنوان بالا میں مدعا علیہ کی طلبی بذریعہ عام طریقہ سے نہ ہو سکی ہے لہذا بذریعہ اشتہار اخبار ہذا مطلع کیا جاتا ہے کہ وہ مورخہ مقررہ کو اصالتاً یا وکالتاً حاضر عدالت ہو کر پیروی مقدمہ کرے بصورت دیگر کارروائی یکطرفہ عمل میں لائی جائے گی۔ 2026/04/23 — [344, 104, 414, 186]
court-notice: 3 ہرگاہ مقدمہ مندرجہ عنوان بالا میں مدعا علیہ کی طلبی بذریعہ عام طریقہ سے نہ ہو سکی ہے لہذا بذریعہ اشتہار اخبار ہذا مطلع کیا جاتا ہے کہ وہ مورخہ مقررہ کو اصالتاً یا وکالتاً حاضر عدالت ہو کر پیروی مقدمہ کرے بصورت دیگر کارروائی یکطرفہ عمل میں لائی جائے گی۔ — [271, 675, 341, 730]
court-notice: بعدالت جناب سول جج صاحب ہرگاہ مقدمہ مندرجہ عنوان بالا میں مدعا علیہ کی طلبی بذریعہ عام طریقہ سے نہ ہو سکی ہے لہذا بذریعہ اشتہار اخبار ہذا مطلع کیا جاتا ہے کہ وہ مورخہ مقررہ کو اصالتاً یا وکالتاً حاضر عدالت ہو کر پیروی مقدمہ کرے بصورت دیگر کارروائی یکطرفہ عمل میں لائی جائے گی۔ ہرگاہ مقدمہ مندرجہ عنوان بالا میں مدعا علیہ کی طلبی بذریعہ عام طریقہ سے نہ ہو سکی ہے لہذا بذریعہ اشتہار اخبار ہذا مطلع کیا جاتا ہے کہ وہ مورخہ مقررہ کو اصالتاً یا وکالتاً حاضر عدالت ہو کر پیروی مقدمہ کرے بصورت دیگر کارروائی یکطرفہ عمل میں لائی جائے گی۔ 2026-05-12 — [490, 130, 560, 212]
ipl-number: IPL-3975 — [8, 978, 33, 984]
court-notice: اشتہار بنام مدعا علیہان ہرگاہ مقدمہ مندرجہ عنوان بالا میں مدعا علیہ کی طلبی بذریعہ عام طریقہ سے نہ ہو سکی ہے لہذا بذریعہ اشتہار اخبار ہذا مطلع کیا جاتا ہے کہ وہ مورخہ مقررہ کو اصالتاً یا وکالتاً حاضر عدالت ہو کر پیروی مقدمہ کرے بصورت دیگر کارروائی یکطرفہ عمل میں لائی جائے گی۔ ہرگاہ مقدمہ مندرجہ عنوان بالا میں مدعا علیہ کی طلبی بذریعہ عام طریقہ سے نہ ہو سکی ہے لہذا بذریعہ اشتہار اخبار ہذا مطلع کیا جاتا ہے کہ وہ مورخہ مقررہ کو اصالتاً یا وکالتاً حاضر عدالت ہو کر پیروی مقدمہ کرے بصورت دیگر کارروائی یکطرفہ عمل میں لائی جائے گی۔ 2026/05/05 — [136, 14, 200, 105]
schedule-table — [10, 716, 260, 741]
small-ad: 16 ہرگاہ مقدمہ مندرجہ عنوان بالا میں مدعا علیہ کی طلبی بذریعہ عام طریقہ سے نہ ہو سکی ہے لہذا بذریعہ اشتہار اخبار ہذا مطلع کیا جاتا ہے کہ وہ مورخہ مقررہ کو اصالتاً یا وکالتاً حاضر عدالت ہو کر پیروی مقدمہ کرے بصورت دیگر کارروائی یکطرفہ عمل میں لائی جائے گی۔ — [1, 208, 65, 268]
court-notice: بعدالت جناب فیملی جج صاحب ہرگاہ مقدمہ مندرجہ عنوان بالا میں مدعا علیہ کی طلبی بذریعہ عام طریقہ سے نہ ہو سکی ہے لہذا بذریعہ اشتہار اخبار ہذا مطلع کیا جاتا ہے کہ وہ مورخہ مقررہ کو اصالتاً یا وکالتاً حاضر عدالت ہو کر پیروی مقدمہ کرے بصورت دیگر کارروائی یکطرفہ عمل میں لائی جائے گی۔ — [136, 268, 200, 323]
masthead: روزنامہ صحافت لاہور 23 مئی 2026ء — [0, 0, 561, 13]
small-ad: 15 ہرگاہ مقدمہ مندرجہ عنوان بالا میں مدعا علیہ کی طلبی بذریعہ عام طریقہ سے نہ ہو سکی ہے لہذا بذریعہ اشتہار اخبار ہذا مطلع کیا جاتا ہے کہ وہ مورخہ مقررہ کو اصالتاً یا وکالتاً حاضر عدالت ہو کر پیروی مقدمہ کرے بصورت دیگر کارروائی یکطرفہ عمل میں لائی جائے گی۔ 2026/04/23 — [1, 142, 65, 206]
court-notice: 2 ہرگاہ مقدمہ مندرجہ عنوان بالا میں مدعا علیہ کی طلبی بذریعہ عام طریقہ سے نہ ہو سکی ہے لہذا بذریعہ اشتہار اخبار ہذا مطلع کیا جاتا ہے کہ وہ مورخہ مقررہ کو اصالتاً یا وکالتاً حاضر عدالت ہو کر پیروی مقدمہ کرے بصورت دیگر کارروائی یکطرفہ عمل میں لائی جائے گی۔ — [417, 659, 487, 714]
court-notice: بعدالت جناب سینئر سول جج صاحب ہرگاہ مقدمہ مندرجہ عنوان بالا میں مدعا علیہ کی طلبی بذریعہ عام طریقہ سے نہ ہو سکی ہے لہذا بذریعہ اشتہار اخبار ہذا مطلع کیا جاتا ہے کہ وہ مورخہ مقررہ کو اصالتاً یا وکالتاً حاضر عدالت ہو کر پیروی مقدمہ کرے بصورت دیگر کارروائی یکطرفہ عمل میں لائی جائے گی۔ ہرگاہ مقدمہ مندرجہ عنوان بالا میں مدعا علیہ کی طلبی بذریعہ عام طریقہ سے نہ ہو سکی ہے لہذا بذریعہ اشتہار اخبار ہذا مطلع کیا جاتا ہے کہ وہ مورخہ مقررہ کو اصالتاً یا وکالتاً حاضر عدالت ہو کر پیروی مقدمہ کرے بصورت دیگر کارروائی یکطرفہ عمل میں لائی جائے گی۔ 2026-05-02 — [490, 298, 560, 386]
table-header: مرحلہ — [116, 717, 259, 725]
small-ad: 20 ہرگاہ مقدمہ مندرجہ عنوان بالا میں مدعا علیہ کی طلبی بذریعہ عام طریقہ سے نہ ہو سکی ہے لہذا بذریعہ اشتہار اخبار ہذا مطلع کیا جاتا ہے کہ وہ مورخہ مقررہ کو اصالتاً یا وکالتاً حاضر عدالت ہو کر پیروی مقدمہ کرے بصورت دیگر کارروائی یکطرفہ عمل میں لائی جائے گی۔ — [69, 14, 133, 74]
court-notice: بعدالت جناب سینئر سول جج صاحب ہرگاہ مقدمہ مندرجہ عنوان بالا میں مدعا علیہ کی طلبی بذریعہ عام طریقہ سے نہ ہو سکی ہے لہذا بذریعہ اشتہار اخبار ہذا مطلع کیا جاتا ہے کہ وہ مورخہ مقررہ کو اصالتاً یا وکالتاً حاضر عدالت ہو کر پیروی مقدمہ کرے بصورت دیگر کارروائی یکطرفہ عمل میں لائی جائے گی۔ ہرگاہ مقدمہ مندرجہ عنوان بالا میں مدعا علیہ کی طلبی بذریعہ عام طریقہ سے نہ ہو سکی ہے لہذا بذریعہ اشتہار اخبار ہذا مطلع کیا جاتا ہے کہ وہ مورخہ مقررہ کو اصالتاً یا وکالتاً حاضر عدالت ہو کر پیروی مقدمہ کرے بصورت دیگر کارروائی یکطرفہ عمل میں لائی جائے گی۔ 2026/05/05 — [344, 14, 414, 102]
condition-item: ٹینڈر 04-05-2026 کو صبح 11:00 بجے PPRA رولز (1)(36) کے تحت سنگل اسٹیج ٹو اینولپ طریقہ کار سے کھولے جائیں گے۔ — [51, 596, 260, 601]
procurement-table — [24, 526, 262, 551]
more-conditions — [10, 774, 260, 798]
column-7 — [415, 13, 488, 1022]
court-notice: بعدالت جناب سول جج صاحب ہرگاہ مقدمہ مندرجہ عنوان بالا میں مدعا علیہ کی طلبی بذریعہ عام طریقہ سے نہ ہو سکی ہے لہذا بذریعہ اشتہار اخبار ہذا مطلع کیا جاتا ہے کہ وہ مورخہ مقررہ کو اصالتاً یا وکالتاً حاضر عدالت ہو کر پیروی مقدمہ کرے بصورت دیگر کارروائی یکطرفہ عمل میں لائی جائے گی۔ ہرگاہ مقدمہ مندرجہ عنوان بالا میں مدعا علیہ کی طلبی بذریعہ عام طریقہ سے نہ ہو سکی ہے لہذا بذریعہ اشتہار اخبار ہذا مطلع کیا جاتا ہے کہ وہ مورخہ مقررہ کو اصالتاً یا وکالتاً حاضر عدالت ہو کر پیروی مقدمہ کرے بصورت دیگر کارروائی یکطرفہ عمل میں لائی جائے گی۔ — [417, 524, 487, 600]
court-notice: بعدالت جناب سول جج صاحب ہرگاہ مقدمہ مندرجہ عنوان بالا میں مدعا علیہ کی طلبی بذریعہ عام طریقہ سے نہ ہو سکی ہے لہذا بذریعہ اشتہار اخبار ہذا مطلع کیا جاتا ہے کہ وہ مورخہ مقررہ کو اصالتاً یا وکالتاً حاضر عدالت ہو کر پیروی مقدمہ کرے بصورت دیگر کارروائی یکطرفہ عمل میں لائی جائے گی۔ ہرگاہ مقدمہ مندرجہ عنوان بالا میں مدعا علیہ کی طلبی بذریعہ عام طریقہ سے نہ ہو سکی ہے لہذا بذریعہ اشتہار اخبار ہذا مطلع کیا جاتا ہے کہ وہ مورخہ مقررہ کو اصالتاً یا وکالتاً حاضر عدالت ہو کر پیروی مقدمہ کرے بصورت دیگر کارروائی یکطرفہ عمل میں لائی جائے گی۔ دستخط و مہر عدالت — [490, 466, 560, 548]
small-ad: 14 ہرگاہ مقدمہ مندرجہ عنوان بالا میں مدعا علیہ کی طلبی بذریعہ عام طریقہ سے نہ ہو سکی ہے لہذا بذریعہ اشتہار اخبار ہذا مطلع کیا جاتا ہے کہ وہ مورخہ مقررہ کو اصالتاً یا وکالتاً حاضر عدالت ہو کر پیروی مقدمہ کرے بصورت دیگر کارروائی یکطرفہ عمل میں لائی جائے گی۔ — [1, 80, 65, 140]
small-ad: 13 ہرگاہ مقدمہ مندرجہ عنوان بالا میں مدعا علیہ کی طلبی بذریعہ عام طریقہ سے نہ ہو سکی ہے لہذا بذریعہ اشتہار اخبار ہذا مطلع کیا جاتا ہے کہ وہ مورخہ مقررہ کو اصالتاً یا وکالتاً حاضر عدالت ہو کر پیروی مقدمہ کرے بصورت دیگر کارروائی یکطرفہ عمل میں لائی جائے گی۔ 2026/05/05 — [1, 14, 65, 78]
court-notice: 28 ہرگاہ مقدمہ مندرجہ عنوان بالا میں مدعا علیہ کی طلبی بذریعہ عام طریقہ سے نہ ہو سکی ہے لہذا بذریعہ اشتہار اخبار ہذا مطلع کیا جاتا ہے کہ وہ مورخہ مقررہ کو اصالتاً یا وکالتاً حاضر عدالت ہو کر پیروی مقدمہ کرے بصورت دیگر کارروائی یکطرفہ عمل میں لائی جائے گی۔ — [136, 325, 200, 385]
column-2 — [67, 13, 134, 447]
column-6 — [342, 13, 415, 1022]
court-notice: 5 ہرگاہ مقدمہ مندرجہ عنوان بالا میں مدعا علیہ کی طلبی بذریعہ عام طریقہ سے نہ ہو سکی ہے لہذا بذریعہ اشتہار اخبار ہذا مطلع کیا جاتا ہے کہ وہ مورخہ مقررہ کو اصالتاً یا وکالتاً حاضر عدالت ہو کر پیروی مقدمہ کرے بصورت دیگر کارروائی یکطرفہ عمل میں لائی جائے گی۔ — [490, 550, 560, 605]
condition-item: ٹینڈر آن لائن EPADS کے ذریعے جمع کروائے جائیں، مقررہ تاریخ کے بعد موصول ہونے والے ٹینڈرز قبول نہیں کیے جائیں گے۔ — [59, 629, 260, 634]
court-notice: بعدالت جناب فیملی جج صاحب ہرگاہ مقدمہ مندرجہ عنوان بالا میں مدعا علیہ کی طلبی بذریعہ عام طریقہ سے نہ ہو سکی ہے لہذا بذریعہ اشتہار اخبار ہذا مطلع کیا جاتا ہے کہ وہ مورخہ مقررہ کو اصالتاً یا وکالتاً حاضر عدالت ہو کر پیروی مقدمہ کرے بصورت دیگر کارروائی یکطرفہ عمل میں لائی جائے گی۔ ہرگاہ مقدمہ مندرجہ عنوان بالا میں مدعا علیہ کی طلبی بذریعہ عام طریقہ سے نہ ہو سکی ہے لہذا بذریعہ اشتہار اخبار ہذا مطلع کیا جاتا ہے کہ وہ مورخہ مقررہ کو اصالتاً یا وکالتاً حاضر عدالت ہو کر پیروی مقدمہ کرے بصورت دیگر کارروائی یکطرفہ عمل میں لائی جائے گی۔ — [271, 272, 341, 348]
